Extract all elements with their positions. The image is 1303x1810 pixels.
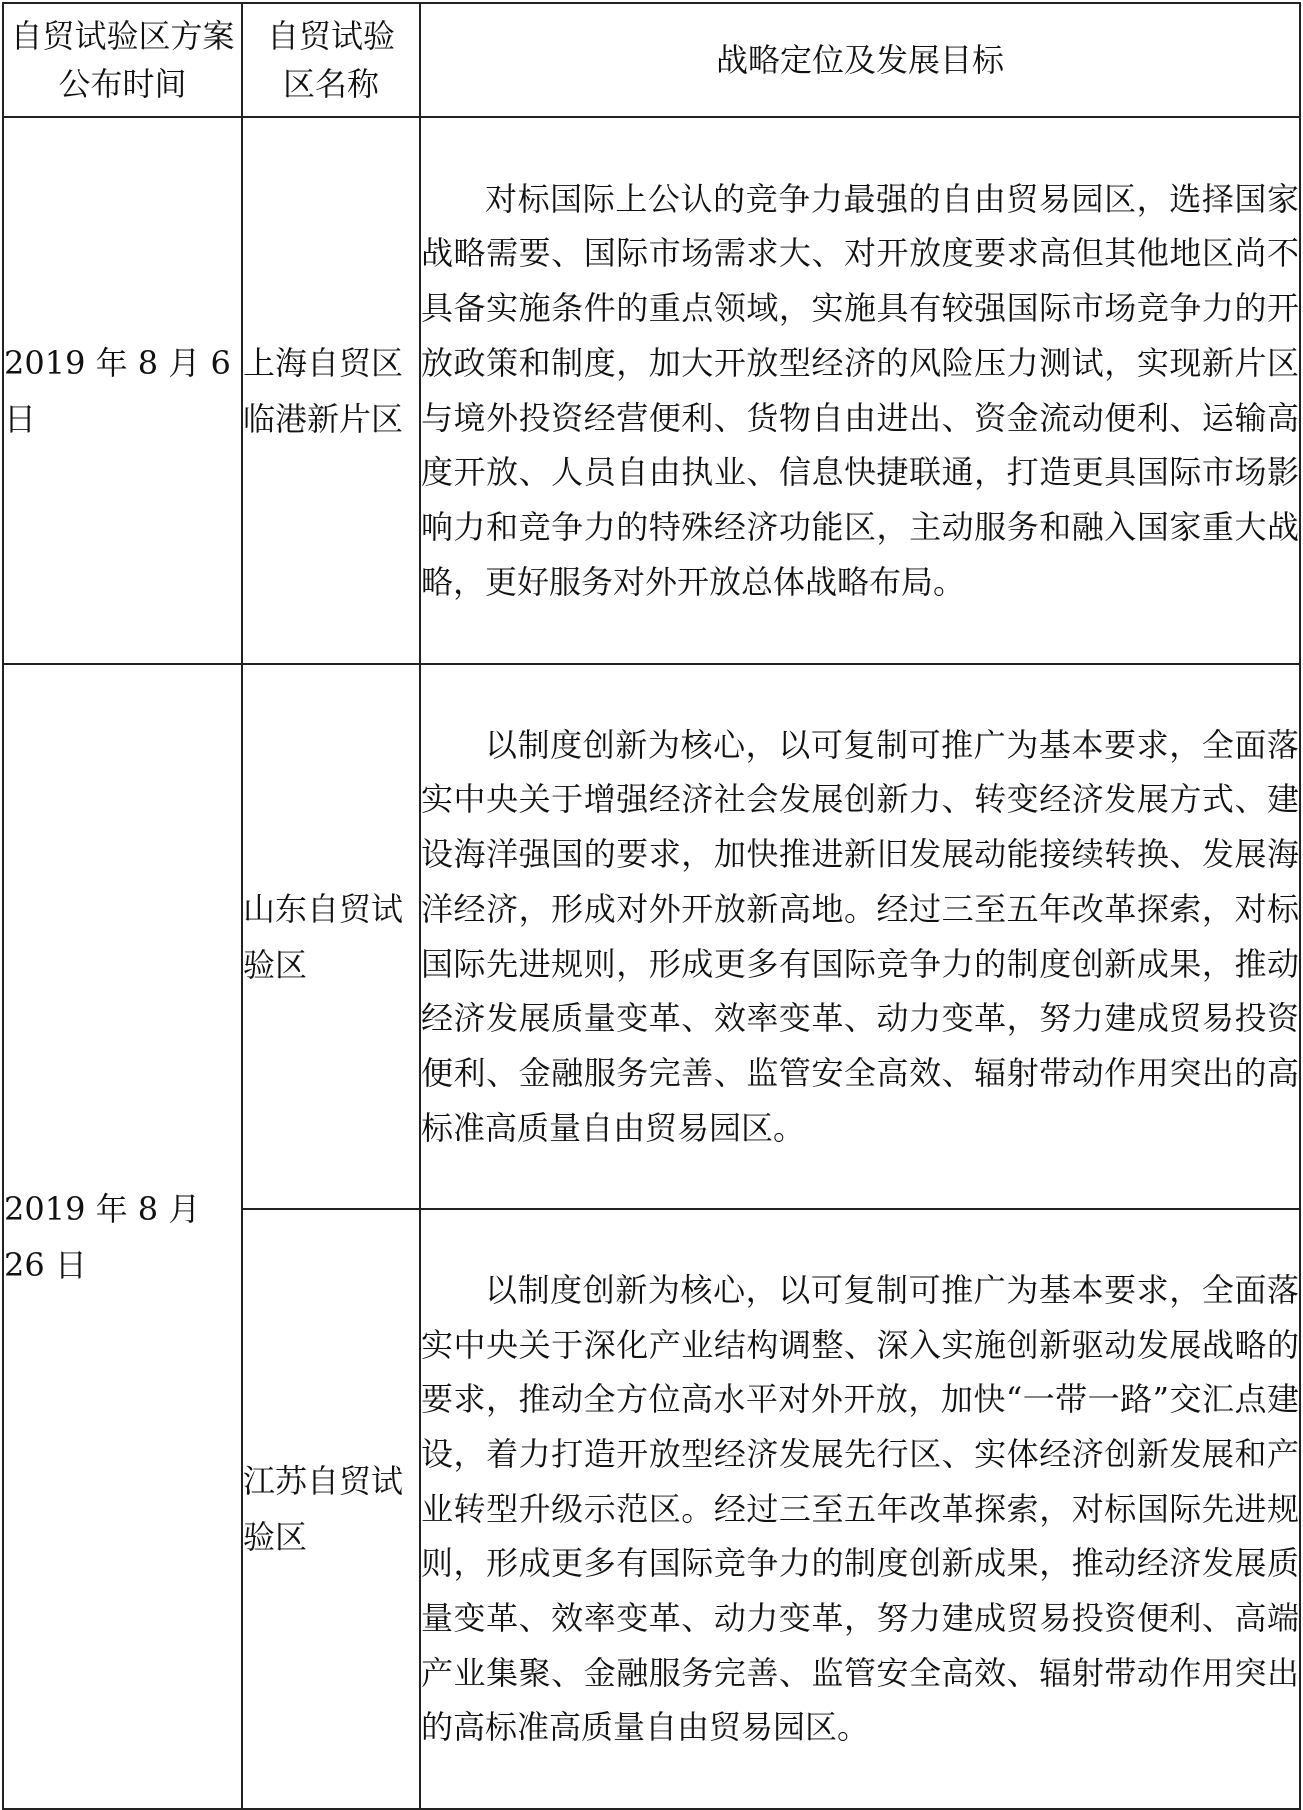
strategic-goal-cell: 以制度创新为核心，以可复制可推广为基本要求，全面落实中央关于增强经济社会发展创新力、转变经济发展方式、建设海洋强国的要求，加快推进新旧发展动能接续转换、发展海洋经济，形成对外开放新高地。经过三至五年改革探索，对标国际先进规则，形成更多有国际竞争力的制度创新成果，推动经济发展质量变革、效率变革、动力变革，努力建成贸易投资便利、金融服务完善、监管安全高效、辐射带动作用突出的高标准高质量自由贸易园区。 xyxy=(420,664,1300,1209)
header-announce-time xyxy=(3,3,242,117)
announce-date-cell: 2019 年 8 月 6 日 xyxy=(3,117,242,664)
zone-name-cell: 上海自贸区临港新片区 xyxy=(242,117,420,664)
header-announce-time-label: 自贸试验区方案公布时间 xyxy=(10,17,235,103)
header-zone-name xyxy=(242,3,420,117)
header-zone-name-label: 自贸试验区名称 xyxy=(266,17,395,103)
free-trade-zone-table xyxy=(2,2,1301,1810)
zone-name-cell: 江苏自贸试验区 xyxy=(242,1209,420,1809)
strategic-goal-cell: 以制度创新为核心，以可复制可推广为基本要求，全面落实中央关于深化产业结构调整、深入实施创新驱动发展战略的要求，推动全方位高水平对外开放，加快“一带一路”交汇点建设，着力打造开放型经济发展先行区、实体经济创新发展和产业转型升级示范区。经过三至五年改革探索，对标国际先进规则，形成更多有国际竞争力的制度创新成果，推动经济发展质量变革、效率变革、动力变革，努力建成贸易投资便利、高端产业集聚、金融服务完善、监管安全高效、辐射带动作用突出的高标准高质量自由贸易园区。 xyxy=(420,1209,1300,1809)
strategic-goal-cell: 对标国际上公认的竞争力最强的自由贸易园区，选择国家战略需要、国际市场需求大、对开放度要求高但其他地区尚不具备实施条件的重点领域，实施具有较强国际市场竞争力的开放政策和制度，加大开放型经济的风险压力测试，实现新片区与境外投资经营便利、货物自由进出、资金流动便利、运输高度开放、人员自由执业、信息快捷联通，打造更具国际市场影响力和竞争力的特殊经济功能区，主动服务和融入国家重大战略，更好服务对外开放总体战略布局。 xyxy=(420,117,1300,664)
table-header-row xyxy=(3,3,1300,117)
header-strategic-goal xyxy=(420,3,1300,117)
table-row xyxy=(3,664,1300,1209)
zone-name-cell: 山东自贸试验区 xyxy=(242,664,420,1209)
announce-date-cell: 2019 年 8 月 26 日 xyxy=(3,664,242,1809)
header-strategic-goal-label: 战略定位及发展目标 xyxy=(715,41,1004,79)
table-row xyxy=(3,117,1300,664)
